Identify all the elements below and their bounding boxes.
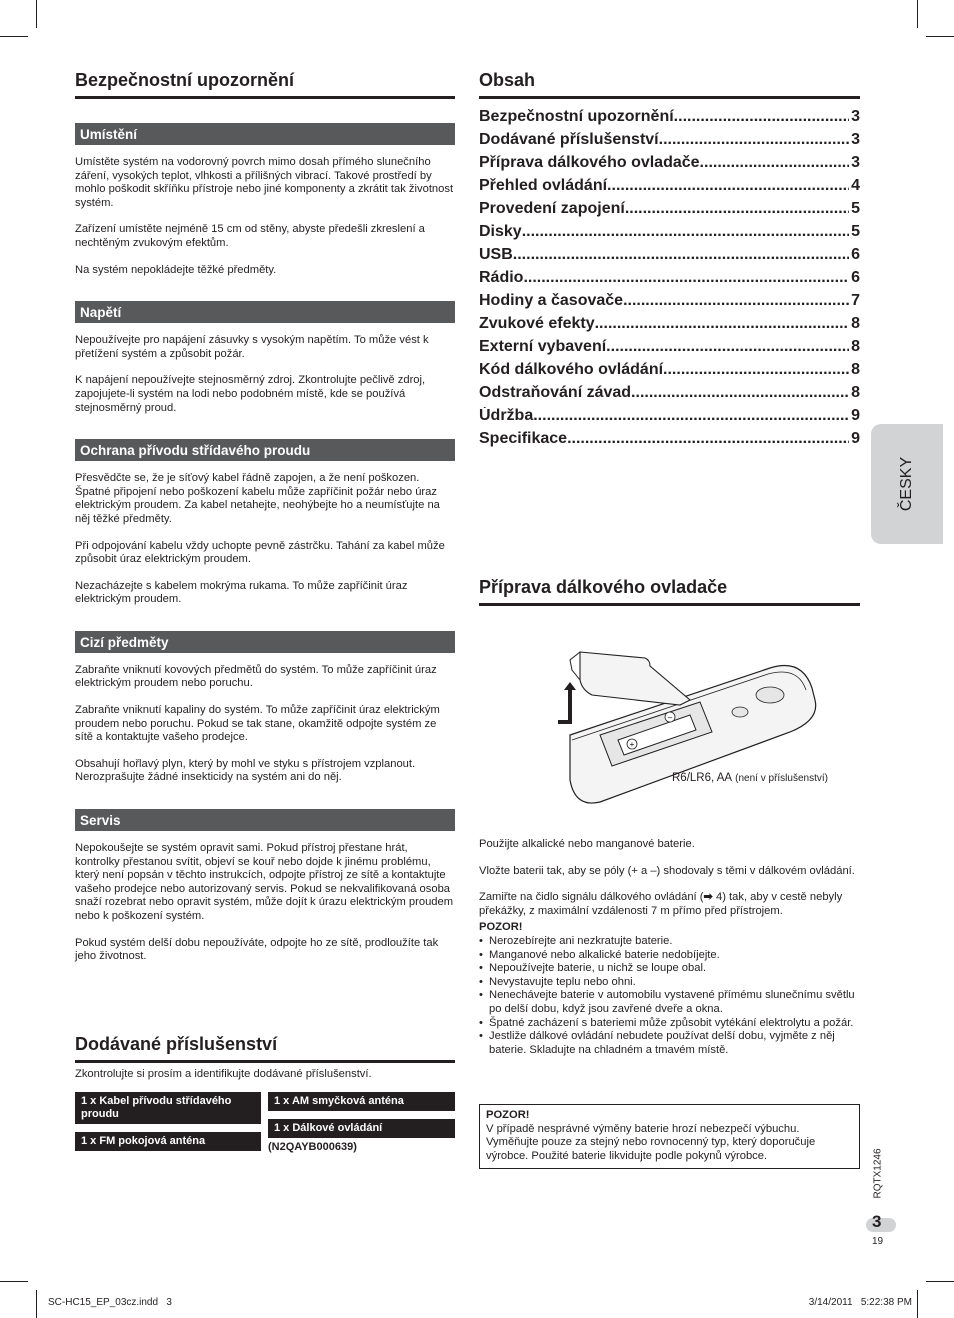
toc-item[interactable] (479, 200, 860, 223)
toc-leader (522, 223, 849, 241)
toc-leader (533, 407, 849, 425)
toc-leader (523, 269, 849, 287)
paragraph: Při odpojování kabelu vždy uchopte pevně zástrčku. Tahání za kabel může způsobit úraz elektrickým proudem. (75, 539, 445, 566)
section-service (75, 809, 455, 964)
toc-item[interactable] (479, 131, 860, 154)
toc-item[interactable] (479, 269, 860, 292)
toc-item[interactable] (479, 384, 860, 407)
caution-box-text: V případě nesprávné výměny baterie hrozí nebezpečí výbuchu. Vyměňujte pouze za stejný nebo rovnocenný typ, který doporučuje výrobce. Použité baterie likvidujte podle pokynů výrobce. (486, 1122, 816, 1162)
svg-text:+: + (629, 740, 635, 749)
paragraph: Obsahují hořlavý plyn, který by mohl ve styku s přístrojem vzplanout. Nerozprašujte žádné insekticidy na systém ani do něj. (75, 757, 416, 784)
accessory-am-antenna (268, 1092, 455, 1111)
toc-item-page: 8 (851, 361, 860, 378)
left-column (75, 70, 455, 964)
accessory-label: 1 x Kabel přívodu střídavého proudu (81, 1095, 232, 1120)
caution-box-title: POZOR! (486, 1109, 530, 1121)
toc-item-title: Dodávané příslušenství (479, 131, 659, 148)
paragraph: Zařízení umístěte nejméně 15 cm od stěny, abyste předešli zkreslení a nechtěným zvukovým efektům. (75, 223, 425, 249)
list-item: • Nepoužívejte baterie, u nichž se loupe obal. (479, 962, 860, 976)
crop-mark (926, 1281, 954, 1282)
toc-item[interactable] (479, 292, 860, 315)
toc-item-title: Rádio (479, 269, 524, 286)
page-number: 3 (872, 1212, 882, 1231)
battery-cover (580, 652, 690, 705)
toc-heading: Obsah (479, 70, 860, 99)
accessories-intro: Zkontrolujte si prosím a identifikujte dodávané příslušenství. (75, 1068, 372, 1080)
toc-item-title: Odstraňování závad (479, 384, 632, 401)
battery-type: R6/LR6, AA (672, 772, 733, 784)
section-ac-cord (75, 439, 455, 607)
paragraph: K napájení nepoužívejte stejnosměrný zdroj. Zkontrolujte pečlivě zdroj, zapojujete-li systém na lodi nebo podobném místě, kde se používá stejnosměrný proud. (75, 374, 426, 414)
text-fragment: Zamiřte na čidlo signálu dálkového ovládání ( (479, 891, 704, 904)
paragraph: Pokud systém delší dobu nepoužíváte, odpojte ho ze sítě, prodloužíte tak jeho životnost. (75, 936, 439, 963)
toc-leader (606, 338, 849, 356)
paragraph: Použijte alkalické nebo manganové baterie. (479, 838, 695, 850)
section-voltage (75, 301, 455, 415)
toc-item-page: 8 (851, 315, 860, 332)
section-title: Umístění (75, 123, 455, 145)
section-title: Napětí (75, 301, 455, 323)
crop-mark (917, 1290, 918, 1318)
caution-list (479, 935, 860, 1057)
accessory-ac-cord (75, 1092, 261, 1124)
safety-heading: Bezpečnostní upozornění (75, 70, 455, 99)
toc-item[interactable] (479, 154, 860, 177)
page-sub-number: 19 (872, 1236, 884, 1247)
toc-item-title: Externí vybavení (479, 338, 607, 355)
toc-leader (607, 177, 849, 195)
paragraph: Na systém nepokládejte těžké předměty. (75, 263, 277, 276)
toc-item-title: Disky (479, 223, 522, 240)
toc-item-title: Údržba (479, 407, 534, 424)
toc-leader (674, 108, 849, 126)
list-item: • Jestliže dálkové ovládání nebudete používat delší dobu, vyjměte z něj baterie. Skladujte na chladném a tmavém místě. (479, 1030, 860, 1057)
paragraph: Vložte baterii tak, aby se póly (+ a –) shodovaly s těmi v dálkovém ovládání. (479, 864, 855, 877)
section-title: Ochrana přívodu střídavého proudu (75, 439, 455, 461)
paragraph: Přesvědčte se, že je síťový kabel řádně zapojen, a že není poškozen. Špatné připojení nebo poškození kabelu může zapříčinit požár nebo úraz elektrickým proudem. Za kabel netahejte, neohýbejte ho a neumísťujte na něj těžké předměty. (75, 472, 440, 525)
language-label: ČESKY (898, 456, 915, 512)
paragraph: Nezacházejte s kabelem mokrýma rukama. To může zapříčinit úraz elektrickým proudem. (75, 579, 408, 606)
accessory-label: 1 x FM pokojová anténa (81, 1135, 206, 1147)
model-code: RQTX1246 (872, 1148, 884, 1199)
caution-title: POZOR! (479, 921, 523, 934)
toc-item-page: 5 (851, 223, 860, 240)
toc-item-title: Bezpečnostní upozornění (479, 108, 674, 125)
toc-item[interactable] (479, 108, 860, 131)
accessory-remote (268, 1119, 455, 1138)
remote-prep-heading: Příprava dálkového ovladače (479, 577, 860, 606)
accessories-section (75, 1034, 455, 1164)
list-item: • Špatné zacházení s bateriemi může způsobit vytékání elektrolytu a požár. (479, 1017, 860, 1031)
text-fragment: 4) tak, aby v cestě nebyly překážky, z maximální vzdálenosti 7 m přímo před přístrojem. (479, 891, 843, 917)
toc-item-page: 3 (851, 108, 860, 125)
toc-leader (567, 430, 849, 448)
caution-box (479, 1104, 860, 1169)
toc-item-page: 8 (851, 384, 860, 401)
toc-item-title: Hodiny a časovače (479, 292, 624, 309)
toc-list (479, 108, 860, 453)
toc-item-title: Přehled ovládání (479, 177, 608, 194)
crop-mark (917, 0, 918, 28)
crop-mark (0, 36, 28, 37)
section-foreign-objects (75, 631, 455, 785)
toc-item-page: 6 (851, 246, 860, 263)
paragraph: Zabraňte vniknutí kapaliny do systém. To může zapříčinit úraz elektrickým proudem nebo poruchu. Pokud se tak stane, okamžitě odpojte systém ze sítě a kontaktujte vašeho prodejce. (75, 704, 440, 744)
right-column (479, 70, 860, 453)
toc-item-page: 6 (851, 269, 860, 286)
page-number-badge (866, 1214, 898, 1234)
paragraph: Umístěte systém na vodorovný povrch mimo dosah přímého slunečního záření, vysokých teplot, vlhkosti a přílišných vibrací. Takové prostředí by mohlo poškodit skříňku přístroje nebo jiné komponenty a zkrátit tak životnost systém. (75, 156, 454, 209)
footer-datetime: 3/14/2011 5:22:38 PM (808, 1297, 912, 1308)
toc-item-title: Provedení zapojení (479, 200, 625, 217)
battery-type-label (672, 772, 828, 784)
toc-item-page: 4 (851, 177, 860, 194)
arrow-icon (558, 682, 576, 724)
toc-item[interactable] (479, 315, 860, 338)
list-item: • Manganové nebo alkalické baterie nedobíjejte. (479, 949, 860, 963)
toc-item[interactable] (479, 430, 860, 453)
toc-leader (513, 246, 849, 264)
svg-text:–: – (667, 713, 673, 722)
toc-leader (631, 384, 849, 402)
crop-mark (36, 0, 37, 28)
toc-item-page: 9 (851, 430, 860, 447)
toc-leader (700, 154, 850, 172)
toc-item-title: Zvukové efekty (479, 315, 595, 332)
toc-leader (623, 292, 849, 310)
paragraph: Nepoužívejte pro napájení zásuvky s vysokým napětím. To může vést k přetížení systém a způsobit požár. (75, 334, 429, 360)
list-item: • Nerozebírejte ani nezkratujte baterie. (479, 935, 860, 949)
toc-item-page: 5 (851, 200, 860, 217)
accessory-label: 1 x Dálkové ovládání (274, 1122, 383, 1134)
toc-item-title: Příprava dálkového ovladače (479, 154, 700, 171)
paragraph: Nepokoušejte se systém opravit sami. Pokud přístroj přestane hrát, kontrolky přestanou svítit, objeví se kouř nebo dojde k jinému problému, který není popsán v těchto instrukcích, odpojte přístroj ze sítě a kontaktujte vašeho prodejce nebo autorizovaný servis. Pokud se nekvalifikovaná osoba snaží rozebrat nebo opravit systém, může dojít k úrazu elektrickým proudem nebo k poškození systém. (75, 842, 454, 922)
toc-item[interactable] (479, 177, 860, 200)
remote-part-code: (N2QAYB000639) (268, 1141, 357, 1153)
battery-note: (není v příslušenství) (735, 773, 828, 784)
section-placement (75, 123, 455, 277)
list-item: • Nenechávejte baterie v automobilu vystavené přímému slunečnímu světlu po delší dobu, když jsou zavřené dveře a okna. (479, 989, 860, 1016)
arrow-right-icon: ➡ (703, 891, 713, 904)
crop-mark (926, 36, 954, 37)
section-title: Cizí předměty (75, 631, 455, 653)
toc-leader (595, 315, 849, 333)
toc-item-page: 9 (851, 407, 860, 424)
language-tab[interactable] (871, 424, 943, 544)
paragraph: Zabraňte vniknutí kovových předmětů do systém. To může zapříčinit úraz elektrickým proudem nebo poruchu. (75, 663, 437, 690)
footer-file: SC-HC15_EP_03cz.indd 3 (48, 1297, 172, 1308)
paragraph (479, 891, 860, 918)
toc-leader (625, 200, 849, 218)
toc-item-page: 7 (851, 292, 860, 309)
accessory-label: 1 x AM smyčková anténa (274, 1095, 404, 1107)
remote-prep-section (479, 577, 860, 606)
toc-item[interactable] (479, 361, 860, 384)
crop-mark (0, 1281, 28, 1282)
crop-mark (36, 1290, 37, 1318)
toc-item-page: 8 (851, 338, 860, 355)
section-title: Servis (75, 809, 455, 831)
accessory-fm-antenna (75, 1132, 261, 1151)
toc-item-title: Kód dálkového ovládání (479, 361, 664, 378)
accessories-heading: Dodávané příslušenství (75, 1034, 455, 1063)
list-item: • Nevystavujte teplu nebo ohni. (479, 976, 860, 990)
toc-item[interactable] (479, 338, 860, 361)
toc-item[interactable] (479, 223, 860, 246)
toc-item-title: Specifikace (479, 430, 568, 447)
toc-item[interactable] (479, 407, 860, 430)
toc-item[interactable] (479, 246, 860, 269)
toc-leader (663, 361, 849, 379)
toc-item-page: 3 (851, 131, 860, 148)
toc-item-page: 3 (851, 154, 860, 171)
remote-instructions (479, 838, 860, 1057)
toc-leader (659, 131, 849, 149)
toc-item-title: USB (479, 246, 513, 263)
